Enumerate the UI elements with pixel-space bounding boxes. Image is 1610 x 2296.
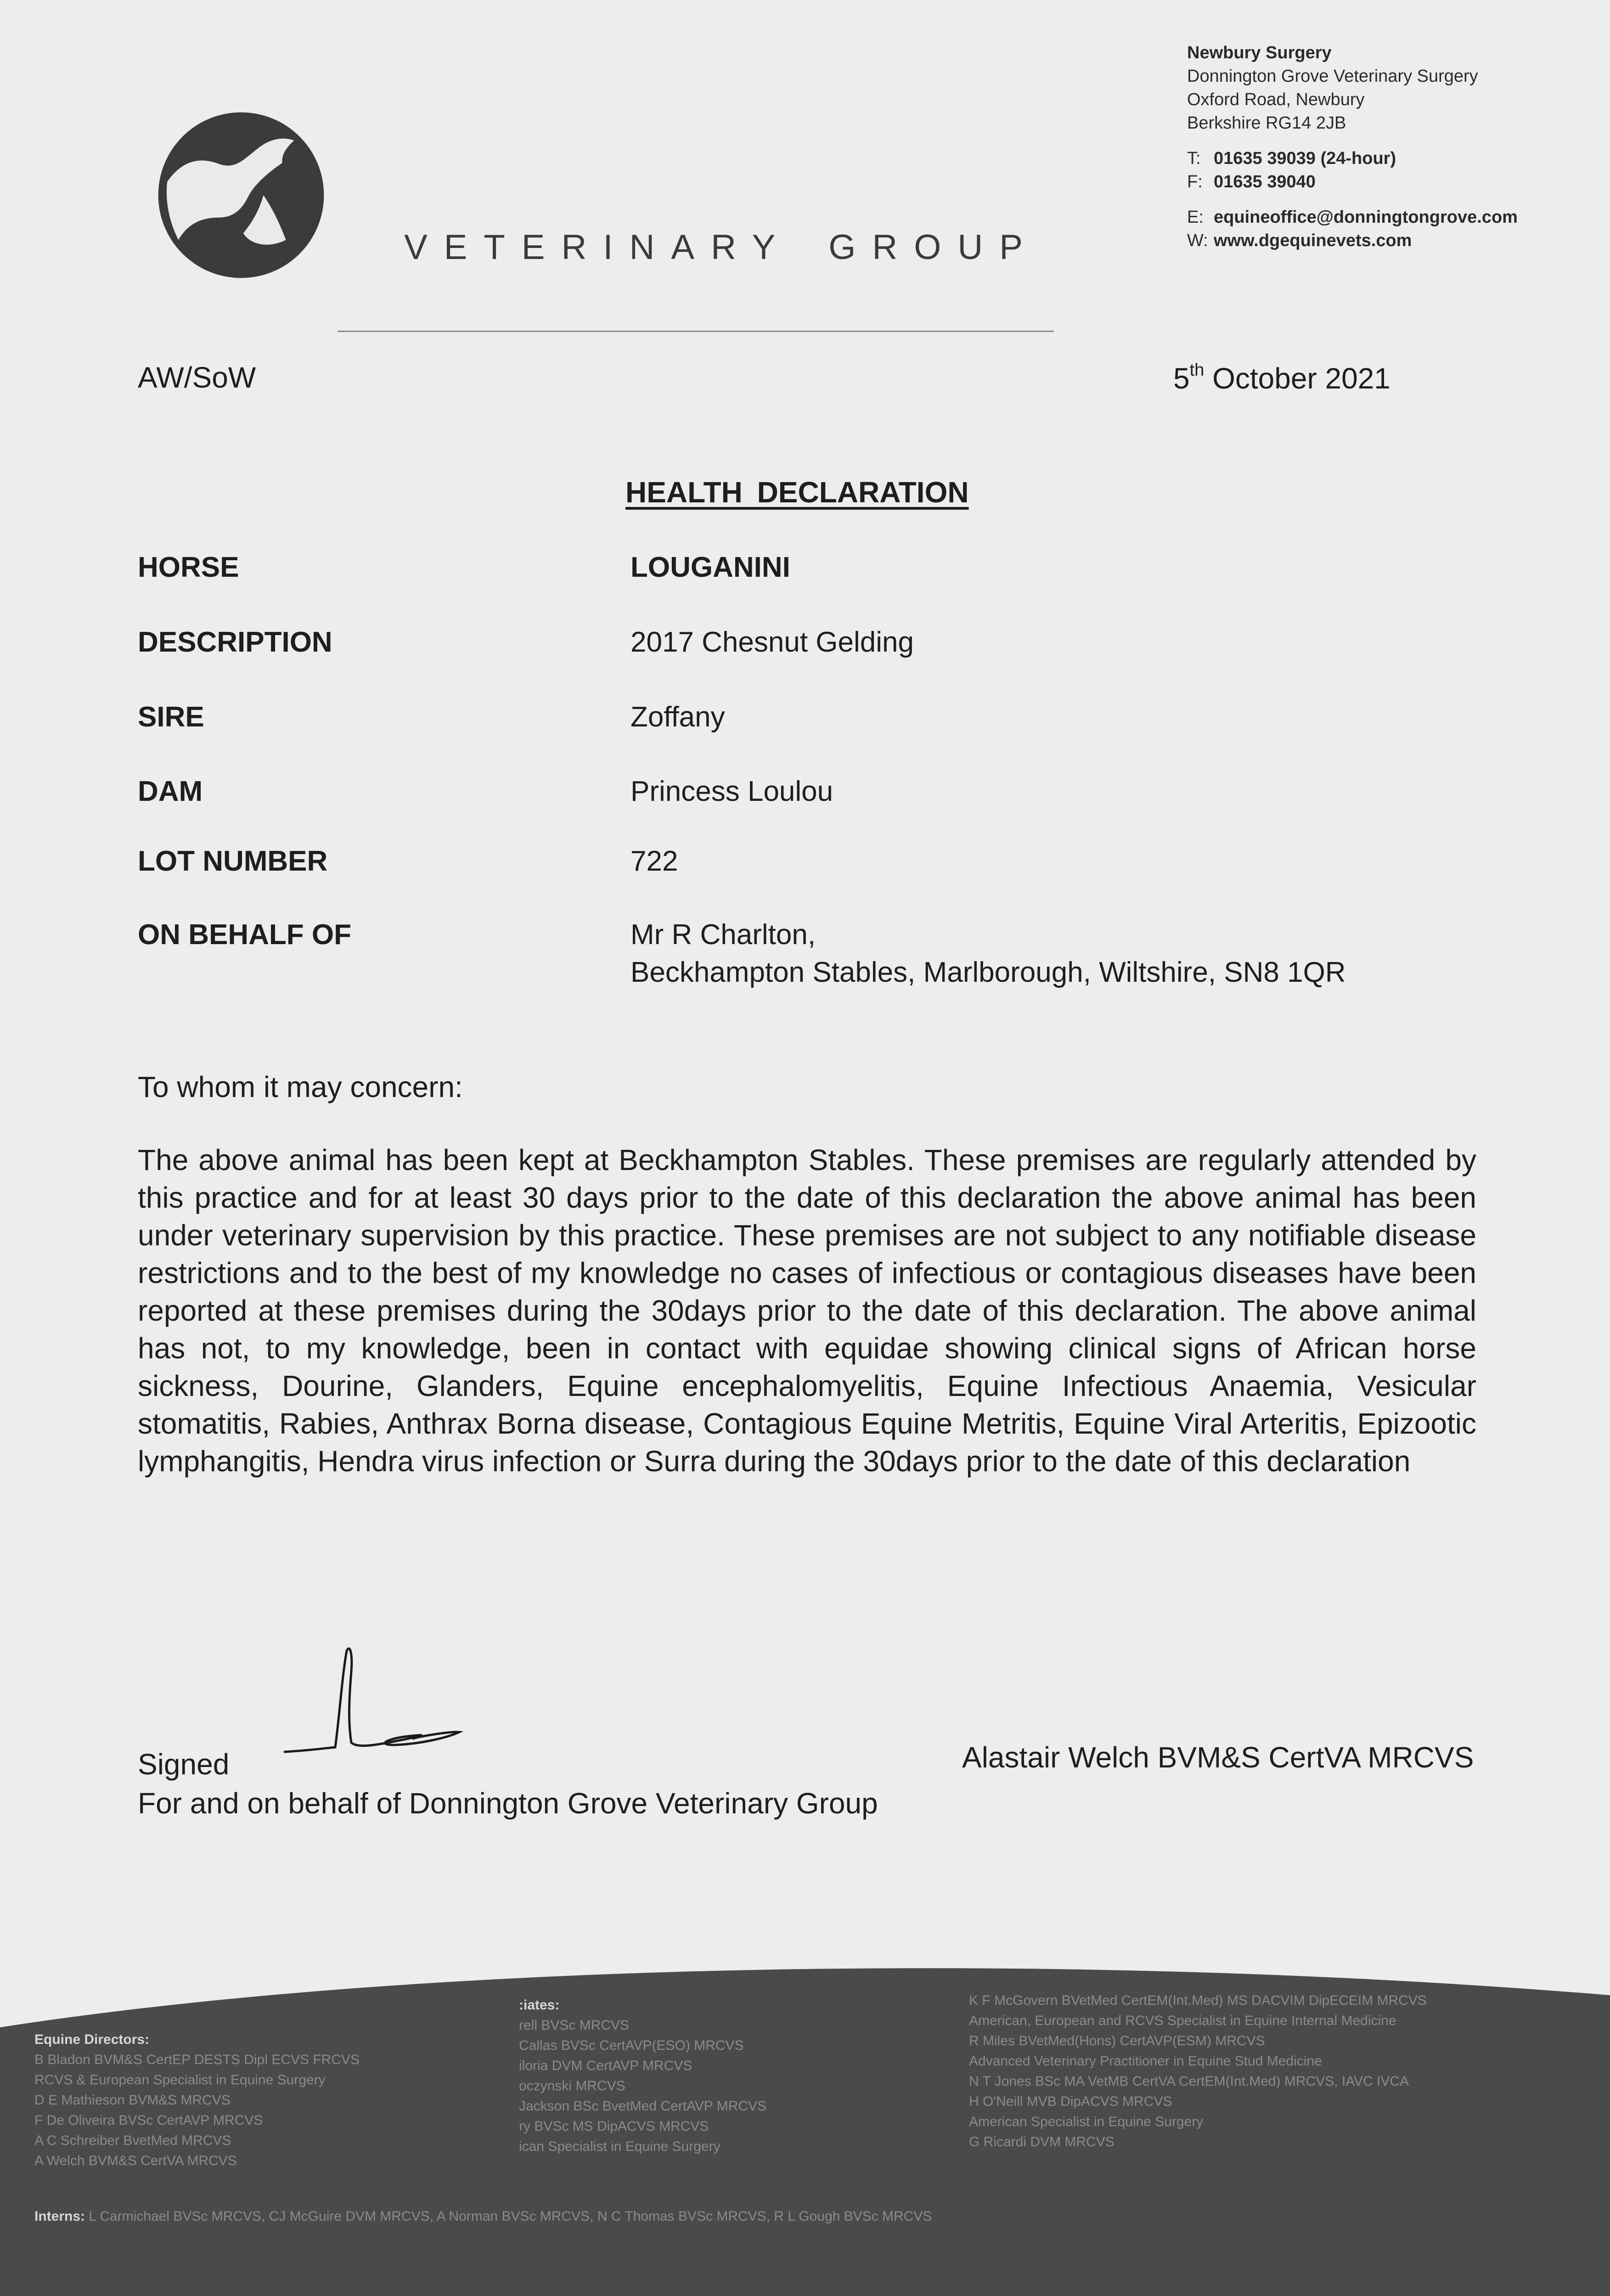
associates-heading: :iates: <box>519 1998 560 2013</box>
director-entry: RCVS & European Specialist in Equine Surgery <box>34 2072 326 2088</box>
associate-entry: oczynski MRCVS <box>519 2078 625 2093</box>
signature-scribble <box>266 1635 542 1773</box>
email-row <box>1187 206 1600 229</box>
declaration-body: The above animal has been kept at Beckhampton Stables. These premises are regularly attended by this practice and for at least 30 days prior to the date of this declaration the above animal has been under veterinary supervision by this practice. These premises are not subject to any notifiable disease restrictions and to the best of my knowledge no cases of infectious or contagious diseases have been reported at these premises during the 30days prior to the date of this declaration. The above animal has not, to my knowledge, been in contact with equidae showing clinical signs of African horse sickness, Dourine, Glanders, Equine encephalomyelitis, Equine Infectious Anaemia, Vesicular stomatitis, Rabies, Anthrax Borna disease, Contagious Equine Metritis, Equine Viral Arteritis, Epizootic lymphangitis, Hendra virus infection or Surra during the 30days prior to the date of this declaration <box>138 1143 1476 1478</box>
detail-label: SIRE <box>138 701 204 733</box>
brand-word-group: GROUP <box>828 228 1039 267</box>
detail-label: HORSE <box>138 551 239 583</box>
header-divider <box>338 331 1054 332</box>
detail-value: Princess Loulou <box>630 776 833 807</box>
signed-label: Signed <box>138 1748 230 1781</box>
email-label: E: <box>1187 208 1204 227</box>
associate-entry: American, European and RCVS Specialist in Equine Internal Medicine <box>969 2013 1396 2028</box>
detail-label: DAM <box>138 776 203 807</box>
associate-entry: R Miles BVetMed(Hons) CertAVP(ESM) MRCVS <box>969 2033 1265 2048</box>
associate-entry: G Ricardi DVM MRCVS <box>969 2134 1115 2150</box>
directors-heading: Equine Directors: <box>34 2032 150 2047</box>
signer-name: Alastair Welch BVM&S CertVA MRCVS <box>962 1741 1474 1774</box>
director-entry: A Welch BVM&S CertVA MRCVS <box>34 2153 237 2168</box>
date-rest: October 2021 <box>1204 362 1390 395</box>
detail-value-address: Beckhampton Stables, Marlborough, Wiltshire, SN8 1QR <box>630 957 1346 988</box>
brand-word-veterinary: VETERINARY <box>404 228 792 267</box>
associate-entry: N T Jones BSc MA VetMB CertVA CertEM(Int.Med) MRCVS, IAVC IVCA <box>969 2074 1409 2089</box>
detail-value: LOUGANINI <box>630 551 790 583</box>
associate-entry: rell BVSc MRCVS <box>519 2018 630 2033</box>
associate-entry: iloria DVM CertAVP MRCVS <box>519 2058 692 2073</box>
associate-entry: American Specialist in Equine Surgery <box>969 2114 1204 2129</box>
fax-label: F: <box>1187 172 1203 191</box>
horse-head-logo-icon <box>152 106 331 285</box>
letter-date <box>1173 360 1390 395</box>
detail-value: 722 <box>630 845 678 877</box>
director-entry: B Bladon BVM&S CertEP DESTS Dipl ECVS FRCVS <box>34 2052 360 2067</box>
salutation: To whom it may concern: <box>138 1070 463 1103</box>
interns-list: L Carmichael BVSc MRCVS, CJ McGuire DVM MRCVS, A Norman BVSc MRCVS, N C Thomas BVSc MRCVS, R L Gough BVSc MRCVS <box>89 2209 932 2224</box>
reference-code: AW/SoW <box>138 361 256 394</box>
detail-label: ON BEHALF OF <box>138 919 351 951</box>
address-line: Berkshire RG14 2JB <box>1187 113 1346 133</box>
document-title: HEALTH DECLARATION <box>625 476 969 509</box>
associate-entry: Jackson BSc BvetMed CertAVP MRCVS <box>519 2099 767 2114</box>
associate-entry: ry BVSc MS DipACVS MRCVS <box>519 2119 709 2134</box>
associate-entry: Callas BVSc CertAVP(ESO) MRCVS <box>519 2038 744 2053</box>
on-behalf-line: For and on behalf of Donnington Grove Veterinary Group <box>138 1787 878 1820</box>
associate-entry: ican Specialist in Equine Surgery <box>519 2139 721 2154</box>
phone-number[interactable]: 01635 39039 (24-hour) <box>1214 149 1396 168</box>
phone-row <box>1187 147 1600 170</box>
associate-entry: K F McGovern BVetMed CertEM(Int.Med) MS DACVIM DipECEIM MRCVS <box>969 1993 1427 2008</box>
phone-label: T: <box>1187 149 1201 168</box>
director-entry: A C Schreiber BvetMed MRCVS <box>34 2133 231 2148</box>
detail-label: DESCRIPTION <box>138 626 332 658</box>
fax-row <box>1187 170 1600 194</box>
brand-wordmark <box>404 227 1039 267</box>
surgery-name: Newbury Surgery <box>1187 43 1332 62</box>
email-link[interactable]: equineoffice@donningtongrove.com <box>1214 208 1518 227</box>
associates-column <box>519 1995 766 2157</box>
website-row <box>1187 229 1600 253</box>
date-suffix: th <box>1189 360 1205 380</box>
date-day: 5 <box>1173 362 1190 395</box>
associates-column-2 <box>969 1991 1427 2152</box>
interns-label: Interns: <box>34 2209 85 2224</box>
address-line: Donnington Grove Veterinary Surgery <box>1187 67 1478 86</box>
detail-label: LOT NUMBER <box>138 845 328 877</box>
address-line: Oxford Road, Newbury <box>1187 90 1365 109</box>
fax-number: 01635 39040 <box>1214 172 1316 191</box>
associate-entry: Advanced Veterinary Practitioner in Equine Stud Medicine <box>969 2054 1322 2069</box>
detail-value: Mr R Charlton, <box>630 919 816 951</box>
associate-entry: H O'Neill MVB DipACVS MRCVS <box>969 2094 1172 2109</box>
directors-column <box>34 2030 360 2171</box>
website-link[interactable]: www.dgequinevets.com <box>1214 231 1412 250</box>
director-entry: F De Oliveira BVSc CertAVP MRCVS <box>34 2113 263 2128</box>
surgery-contact-block <box>1187 41 1600 264</box>
director-entry: D E Mathieson BVM&S MRCVS <box>34 2093 231 2108</box>
interns-line <box>34 2209 932 2224</box>
detail-value: 2017 Chesnut Gelding <box>630 626 914 658</box>
website-label: W: <box>1187 231 1208 250</box>
footer-band <box>0 1954 1610 2296</box>
detail-value: Zoffany <box>630 701 725 733</box>
